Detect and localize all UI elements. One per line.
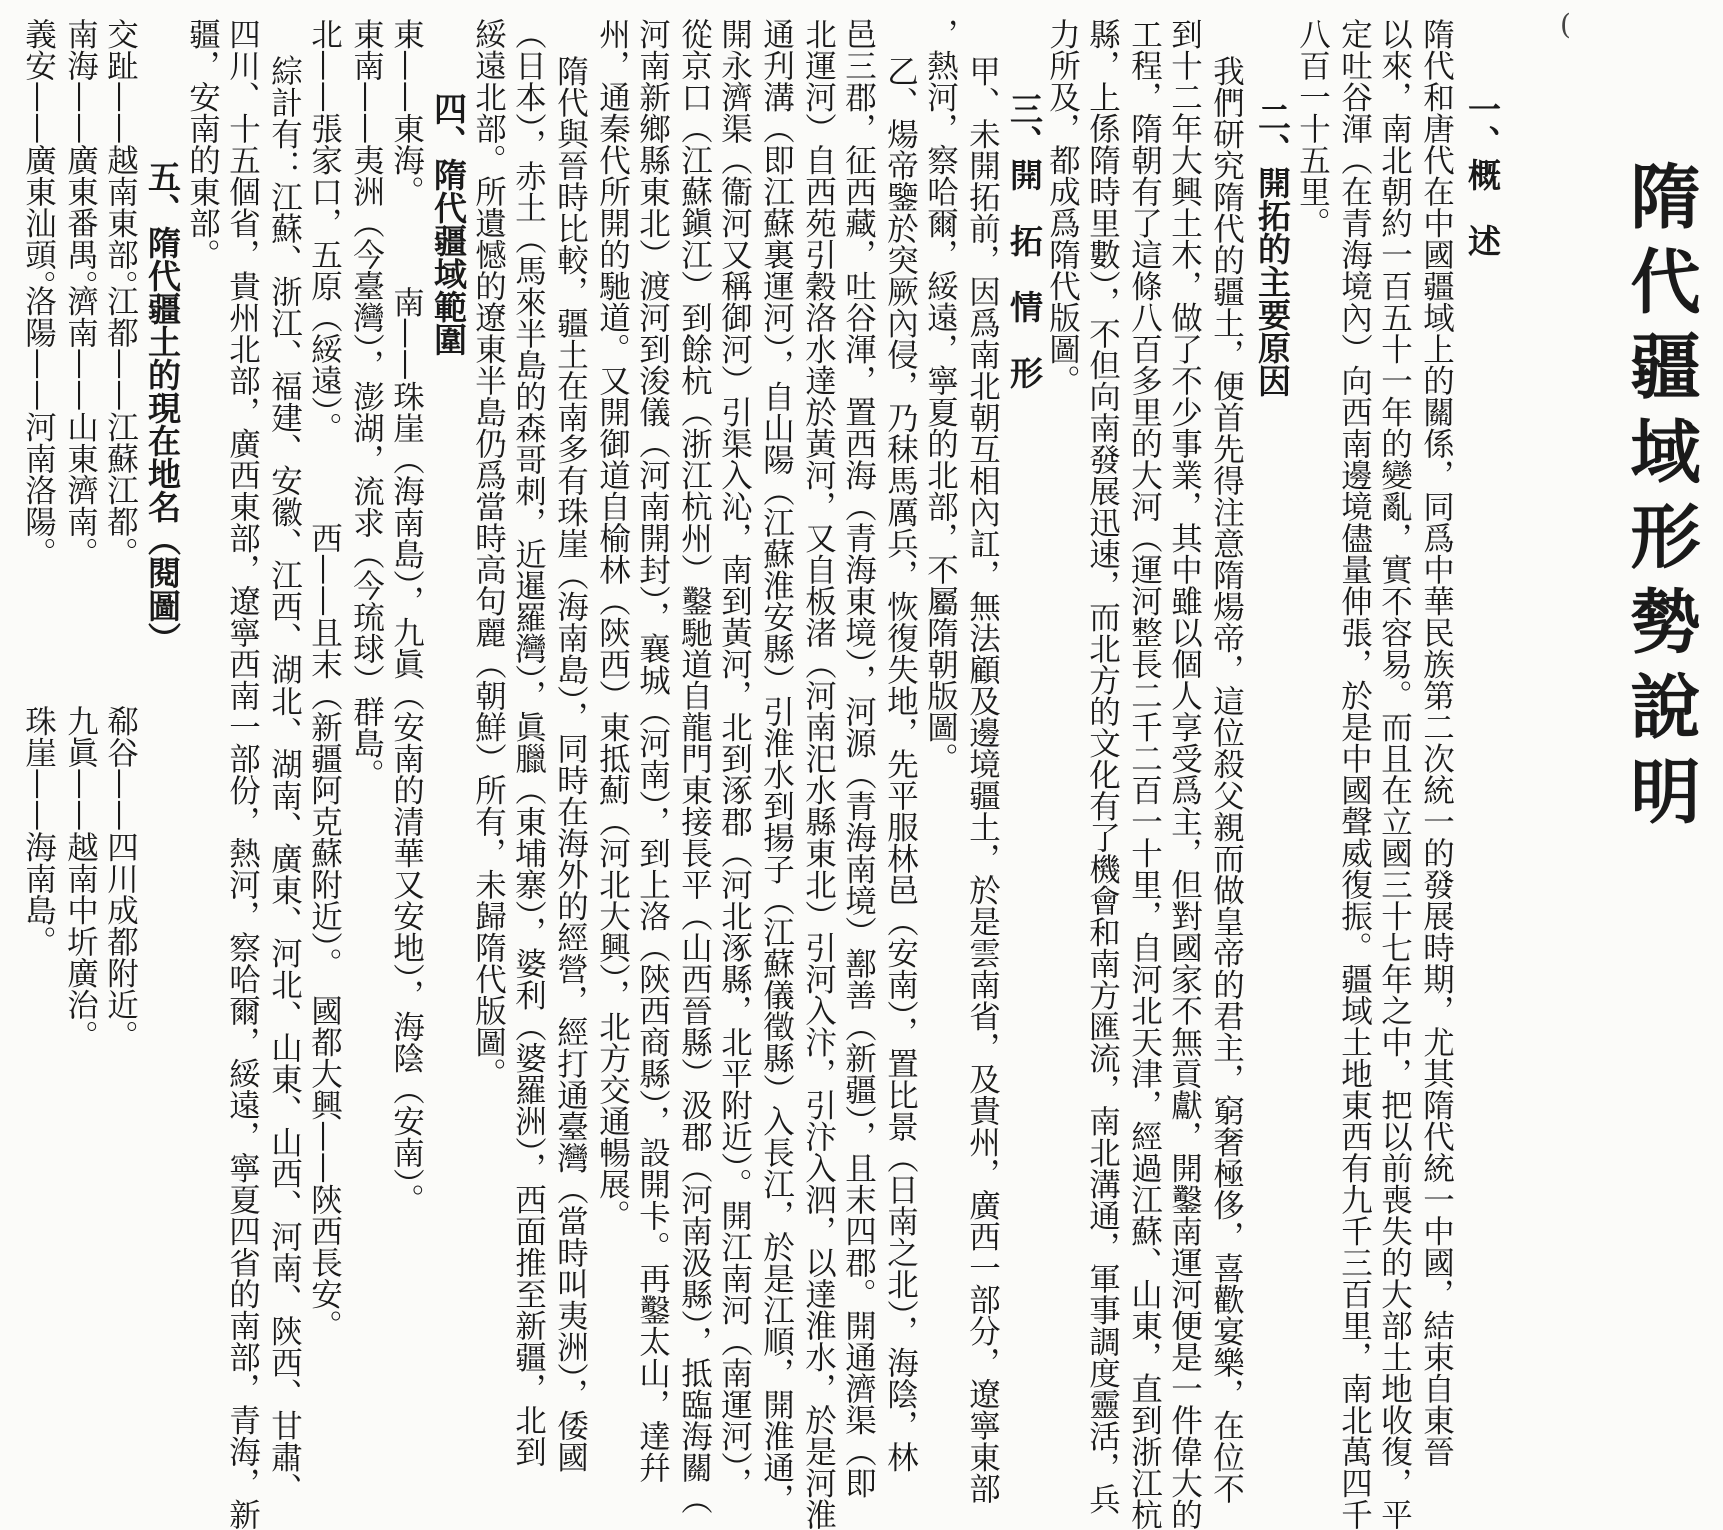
text-line: 州，通秦代所開的馳道。又開御道自榆林（陝西）東抵薊（河北大興），北方交通暢展。 [594,18,631,1231]
place-entry: 濟南——山東濟南。 [62,285,99,569]
text-line: 縣，上係隋時里數），不但向南發展迅速，而北方的文化有了機會和南方匯流，南北溝通，軍事調度靈活，兵 [1084,18,1121,1515]
place-entry: 洛陽——河南洛陽。 [20,285,57,569]
text-line: 北運河）自西苑引穀洛水達於黃河，又自板渚（河南汜水縣東北）引河入汴，引汴入泗，以達淮水，於是河淮 [800,18,837,1530]
text-line: 邑三郡，征西藏，吐谷渾，置西海（青海東境），河源（青海南境）鄯善（新疆），且末四郡。開通濟渠（即 [840,18,877,1499]
place-entry: 南海——廣東番禺。 [62,18,99,302]
place-entry: 交趾——越南東部。 [102,18,139,302]
text-line: 四川、十五個省，貴州北部，廣西東部，遼寧西南一部份，熱河，察哈爾，綏遠，寧夏四省的南部，青海，新 [224,18,261,1530]
page-title: 隋代疆域形勢說明 [1619,160,1702,840]
text-line: 八百一十五里。 [1294,18,1331,239]
text-line: 力所及，都成爲隋代版圖。 [1044,18,1081,396]
text-line: 東——東海。 南——珠崖（海南島），九眞（安南的清華又安地），海陰（安南）。 [388,18,425,1215]
text-line: 工程，隋朝有了這條八百多里的大河（運河整長二千二百一十里，自河北天津，經過江蘇、山東，直到浙江杭 [1126,18,1163,1530]
text-line: 我們研究隋代的疆土，便首先得注意隋煬帝，這位殺父親而做皇帝的君主，窮奢極侈，喜歡宴樂，在位不 [1208,55,1245,1504]
text-line: 甲、未開拓前，因爲南北朝互相內訌，無法顧及邊境疆土，於是雲南省，及貴州，廣西一部分，遼寧東部 [964,55,1001,1504]
text-line: 開永濟渠（衞河又稱御河）引渠入沁，南到黃河，北到涿郡（河北涿縣，北平附近）。開江南河（南運河）， [716,18,753,1499]
section-1-heading: 一、概 述 [1463,92,1502,257]
text-line: （日本），赤土（馬來半島的森哥刺，近暹羅灣），眞臘（東埔寨），婆利（婆羅洲），西面推至新疆，北到 [510,18,547,1467]
text-line: 隋代和唐代在中國疆域上的關係，同爲中華民族第二次統一的發展時期，尤其隋代統一中國，結束自東晉 [1418,18,1455,1467]
text-line: 通刋溝（即江蘇裏運河），自山陽（江蘇淮安縣）引淮水到揚子（江蘇儀徵縣）入長江，於是江順，開淮通， [758,18,795,1515]
place-entry: 義安——廣東汕頭。 [20,18,57,302]
text-line: 定吐谷渾（在青海境內）向西南邊境儘量伸張，於是中國聲威復振。疆域土地東西有九千三百里，南北萬四千 [1336,18,1373,1530]
section-5-heading: 五、隋代疆土的現在地名（閱圖） [143,160,182,655]
text-line: 以來，南北朝約一百五十一年的變亂，實不容易。而且在立國三十七年之中，把以前喪失的大部土地收復，平 [1376,18,1413,1530]
section-2-heading: 二、開拓的主要原因 [1253,100,1292,397]
text-line: ，熱河，察哈爾，綏遠，寧夏的北部，不屬隋朝版圖。 [922,18,959,774]
text-line: 乙、煬帝鑒於突厥內侵，乃秣馬厲兵，恢復失地，先平服林邑（安南），置比景（日南之北），海陰，林 [882,55,919,1473]
text-line: 北——張家口，五原（綏遠）。 西——且末（新疆阿克蘇附近）。 國都大興——陝西長安。 [306,18,343,1341]
place-entry: 九眞——越南中圻廣治。 [62,705,99,1052]
text-line: 綜計有：江蘇、浙江、福建、安徽、江西、湖北、湖南、廣東、河北、山東、山西、河南、陝西、甘肅、 [266,55,303,1504]
text-line: 隋代與晉時比較，疆土在南多有珠崖（海南島），同時在海外的經營，經打通臺灣（當時叫夷洲），倭國 [552,55,589,1473]
text-line: 疆，安南的東部。 [184,18,221,270]
section-3-heading: 三、開 拓 情 形 [1005,92,1044,389]
place-entry: 珠崖——海南島。 [20,705,57,957]
place-entry: 郗谷——四川成都附近。 [102,705,139,1052]
section-4-heading: 四、隋代疆域範圍 [429,92,468,356]
place-entry: 江都——江蘇江都。 [102,285,139,569]
text-line: 從京口（江蘇鎭江）到餘杭（浙江杭州）鑿馳道自龍門東接長平（山西晉縣）汲郡（河南汲縣），抵臨海關（ [676,18,713,1515]
text-line: 綏遠北部。所遺憾的遼東半島仍爲當時高句麗（朝鮮）所有，未歸隋代版圖。 [470,18,507,1089]
margin-mark: ( [1560,8,1571,41]
text-line: 東南——夷洲（今臺灣），澎湖，流求（今琉球）群島。 [348,18,385,790]
text-line: 到十二年大興土木，做了不少事業，其中雖以個人享受爲主，但對國家不無貢獻，開鑿南運河便是一件偉大的 [1166,18,1203,1530]
text-line: 河南新鄉縣東北）渡河到浚儀（河南開封），襄城（河南），到上洛（陝西商縣），設開卡。再鑿太山，達幷 [634,18,671,1483]
